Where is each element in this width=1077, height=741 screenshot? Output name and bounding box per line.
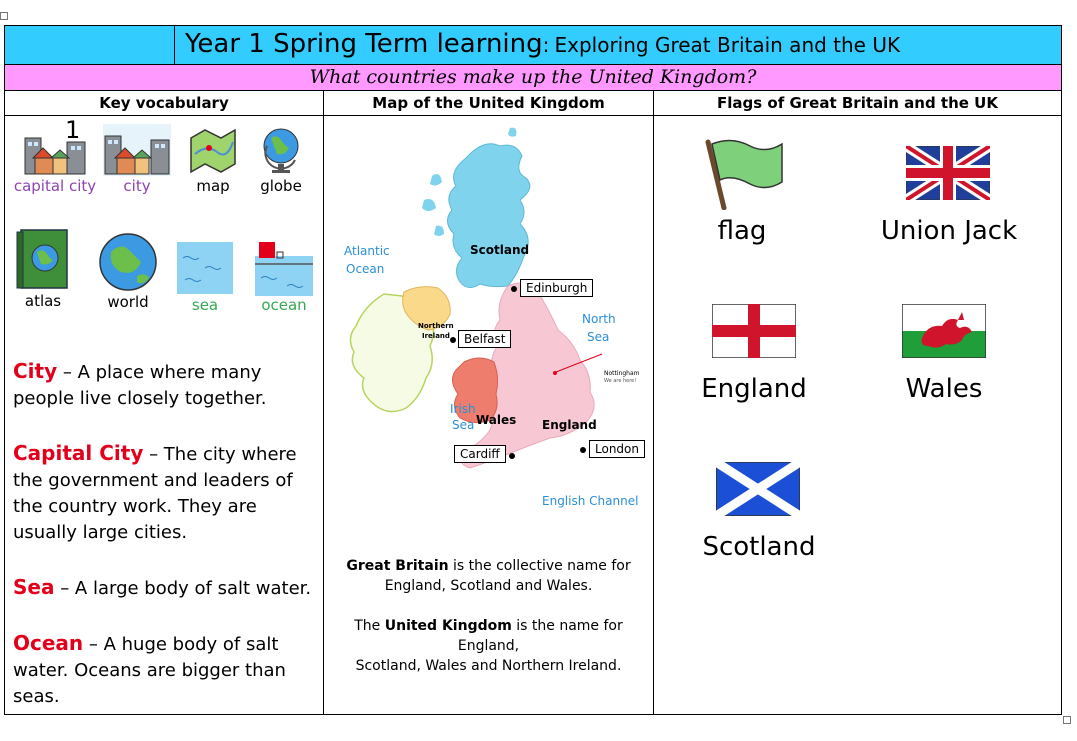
page-title (185, 29, 900, 59)
united-kingdom-line-2: Scotland, Wales and Northern Ireland. (355, 658, 622, 674)
world-icon (97, 232, 159, 294)
label-scotland: Scotland (470, 243, 530, 257)
label-sea: sea (191, 296, 219, 314)
scotland-shape (447, 144, 529, 288)
london-dot (580, 447, 586, 453)
definition-city (13, 358, 318, 412)
great-britain-line-1 (324, 556, 653, 576)
label-irish-sea: Sea (452, 418, 475, 432)
title-cell-divider (174, 26, 175, 64)
corner-marker-bottom-right (1063, 716, 1071, 724)
label-city: city (123, 177, 151, 195)
header-map: Map of the United Kingdom (372, 94, 605, 112)
column-headers (5, 91, 1061, 116)
map-column (324, 116, 653, 714)
united-kingdom-note (324, 616, 653, 676)
cardiff-dot (509, 453, 515, 459)
capital-number: 1 (65, 116, 81, 144)
belfast-dot (450, 337, 456, 343)
flags-column (654, 116, 1061, 714)
label-ireland: Ireland (422, 332, 450, 340)
title-subtitle: Exploring Great Britain and the UK (554, 33, 901, 57)
label-wales: Wales (476, 413, 517, 427)
corner-marker-top-left (0, 12, 8, 20)
definition-text-city: – A place where many people live closely together. (13, 362, 267, 409)
vocabulary-column (5, 116, 323, 714)
label-union-jack: Union Jack (880, 216, 1018, 246)
atlas-icon (15, 228, 71, 290)
title-main: Year 1 Spring Term learning (185, 29, 543, 59)
great-britain-rest: is the collective name for (448, 558, 631, 574)
header-key-vocabulary: Key vocabulary (99, 94, 229, 112)
label-cardiff: Cardiff (454, 445, 506, 463)
edinburgh-dot (511, 286, 517, 292)
label-nottingham: Nottingham (604, 370, 640, 377)
question-banner: What countries make up the United Kingdom? (5, 65, 1061, 91)
united-kingdom-the: The (354, 618, 385, 634)
label-edinburgh: Edinburgh (520, 279, 593, 297)
united-kingdom-line-1 (324, 616, 653, 656)
globe-symbol (259, 124, 303, 194)
label-globe: globe (260, 177, 302, 195)
term-great-britain: Great Britain (346, 558, 449, 574)
world-symbol (97, 232, 159, 316)
label-atlas: atlas (24, 292, 62, 310)
generic-flag-icon (702, 138, 788, 210)
map-icon (187, 124, 239, 176)
map-symbol (187, 124, 239, 194)
title-row (5, 26, 1061, 65)
label-northern: Northern (418, 322, 454, 330)
label-england: England (542, 418, 597, 432)
label-english-channel: English Channel (542, 494, 639, 508)
label-irish: Irish (450, 402, 476, 416)
label-atlantic-ocean: Ocean (346, 262, 385, 276)
term-ocean: Ocean (13, 631, 84, 655)
term-united-kingdom: United Kingdom (384, 618, 512, 634)
united-kingdom-rest: is the name for England, (457, 618, 623, 654)
ocean-symbol (253, 240, 315, 316)
england-flag (712, 304, 796, 358)
label-london: London (589, 440, 645, 458)
label-ocean: ocean (261, 296, 307, 314)
sea-icon (175, 240, 235, 296)
header-flags: Flags of Great Britain and the UK (717, 94, 998, 112)
knowledge-organiser-table (4, 25, 1062, 715)
label-belfast: Belfast (458, 330, 511, 348)
term-capital-city: Capital City (13, 441, 144, 465)
definition-text-sea: – A large body of salt water. (54, 578, 312, 599)
sea-symbol (175, 240, 235, 316)
definition-text-ocean: – A huge body of salt water. Oceans are bigger than seas. (13, 634, 286, 707)
label-world: world (107, 293, 149, 311)
term-sea: Sea (13, 575, 55, 599)
globe-icon (259, 124, 303, 176)
label-we-are-here: We are here! (604, 378, 637, 384)
title-separator: : (542, 33, 550, 57)
wales-flag (902, 304, 986, 358)
term-city: City (13, 359, 58, 383)
great-britain-note (324, 556, 653, 596)
label-north-sea: Sea (587, 330, 610, 344)
capital-city-symbol (13, 116, 97, 195)
definitions (13, 358, 318, 714)
ocean-icon (253, 240, 315, 296)
label-england-flag: England (701, 374, 807, 404)
great-britain-line-2: England, Scotland and Wales. (384, 578, 593, 594)
union-jack-flag (906, 146, 990, 200)
definition-sea (13, 574, 318, 602)
definition-ocean (13, 630, 318, 710)
city-icon (103, 124, 171, 176)
city-symbol (103, 124, 171, 194)
scotland-flag (716, 462, 800, 516)
label-map: map (196, 177, 230, 195)
label-flag: flag (717, 216, 767, 246)
label-capital-city: capital city (13, 177, 97, 195)
label-atlantic: Atlantic (344, 244, 390, 258)
definition-capital-city (13, 440, 318, 546)
label-wales-flag: Wales (905, 374, 983, 404)
definition-text-capital-city: – The city where the government and leaders of the country work. They are usually large cities. (13, 444, 297, 543)
atlas-symbol (15, 228, 71, 312)
label-scotland-flag: Scotland (702, 532, 816, 562)
label-north: North (582, 312, 616, 326)
